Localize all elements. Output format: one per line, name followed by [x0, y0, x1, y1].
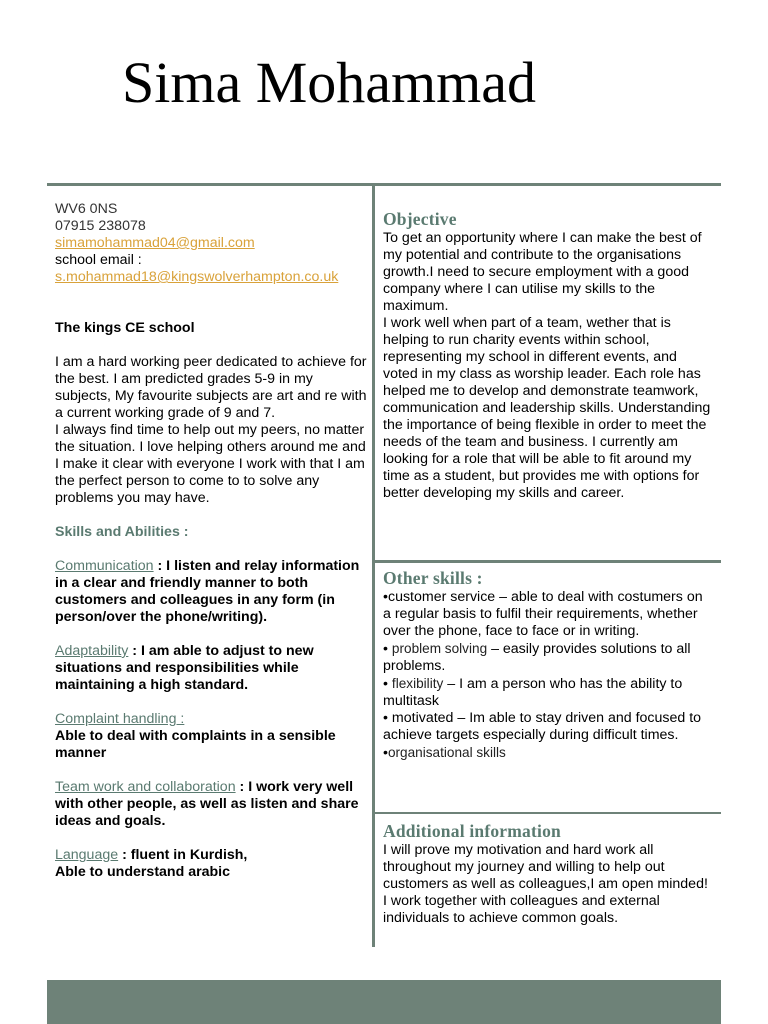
other-skills-heading: Other skills :: [383, 568, 483, 588]
objective-heading: Objective: [383, 209, 457, 229]
other-skill-text: – easily provides solutions to all problems.: [383, 641, 691, 674]
other-skill-item: [383, 640, 713, 675]
school-name: The kings CE school: [55, 320, 195, 336]
resume-name: Sima Mohammad: [122, 50, 537, 115]
other-skill-item: [383, 675, 713, 710]
objective-paragraph: To get an opportunity where I can make the best of my potential and contribute to the organisations growth.I need to secure employment with a good company where I can utilise my skills to the maximum.: [383, 230, 702, 314]
other-skill-text: customer service – able to deal with costumers on a regular basis to fulfil their requirements, whether over the phone, face to face or in writing.: [383, 589, 703, 639]
skill-text: Able to understand arabic: [55, 864, 231, 880]
email-link[interactable]: simamohammad04@gmail.com: [55, 235, 255, 251]
objective-section: [383, 208, 713, 502]
additional-paragraph: I work together with colleagues and external individuals to achieve common goals.: [383, 893, 660, 926]
additional-section: [383, 820, 713, 927]
other-skills-divider: [375, 812, 721, 814]
other-skill-label: flexibility: [391, 676, 444, 691]
bullet: •: [383, 641, 392, 657]
top-divider: [47, 183, 721, 186]
skill-title: Team work and collaboration: [55, 779, 236, 795]
skill-item: [55, 847, 367, 881]
skill-item: [55, 711, 367, 762]
profile-paragraph: I always find time to help out my peers, no matter the situation. I love helping others around me and I make it clear with everyone I work with that I am the perfect person to come to to solve any problems you may have.: [55, 422, 366, 506]
skill-item: [55, 558, 367, 626]
other-skill-text: motivated – Im able to stay driven and focused to achieve targets especially during difficult times.: [383, 710, 702, 743]
postcode: WV6 0NS: [55, 201, 118, 217]
footer-bar: [47, 980, 721, 1024]
other-skills-section: [383, 567, 713, 762]
bullet: •: [383, 745, 388, 761]
other-skill-text: – I am a person who has the ability to multitask: [383, 676, 683, 709]
left-column: [55, 201, 367, 881]
skill-text: : I work very well with other people, as well as listen and share ideas and goals.: [55, 779, 359, 829]
column-divider: [372, 183, 375, 947]
skill-title: Complaint handling :: [55, 711, 185, 727]
bullet: •: [383, 676, 392, 692]
objective-paragraph: I work well when part of a team, wether that is helping to run charity events within school, representing my school in different events, and voted in my class as worship leader. Each role has helped me to develop and demonstrate teamwork, communication and leadership skills. Understanding the importance of being flexible in order to meet the needs of the team and business. I currently am looking for a role that will be able to fit around my time as a student, but provides me with options for better developing my skills and career.: [383, 315, 711, 501]
other-skill-item: [383, 589, 713, 640]
objective-divider: [375, 560, 721, 563]
other-skill-item: [383, 710, 713, 744]
other-skill-label: organisational skills: [387, 745, 506, 760]
skill-text: : I listen and relay information in a clear and friendly manner to both customers and colleagues in any form (in person/over the phone/writing).: [55, 558, 360, 625]
skill-text: : fluent in Kurdish,: [118, 847, 248, 863]
skills-heading: Skills and Abilities :: [55, 524, 189, 540]
skill-text: Able to deal with complaints in a sensible manner: [55, 728, 336, 761]
skill-title: Adaptability: [55, 643, 129, 659]
school-email-link[interactable]: s.mohammad18@kingswolverhampton.co.uk: [55, 269, 339, 285]
other-skill-label: problem solving: [391, 641, 488, 656]
skill-title: Language: [55, 847, 119, 863]
profile-paragraph: I am a hard working peer dedicated to achieve for the best. I am predicted grades 5-9 in my subjects, My favourite subjects are art and re with a current working grade of 9 and 7.: [55, 354, 367, 421]
school-email-label: school email :: [55, 252, 142, 268]
other-skill-item: [383, 744, 713, 762]
bullet: •: [383, 589, 388, 605]
skill-text: : I am able to adjust to new situations and responsibilities while maintaining a high standard.: [55, 643, 314, 693]
skill-title: Communication: [55, 558, 154, 574]
additional-paragraph: I will prove my motivation and hard work all throughout my journey and willing to help out customers as well as colleagues,I am open minded!: [383, 842, 708, 892]
skill-item: [55, 643, 367, 694]
bullet: •: [383, 710, 392, 726]
skill-item: [55, 779, 367, 830]
additional-heading: Additional information: [383, 821, 561, 841]
phone: 07915 238078: [55, 218, 146, 234]
